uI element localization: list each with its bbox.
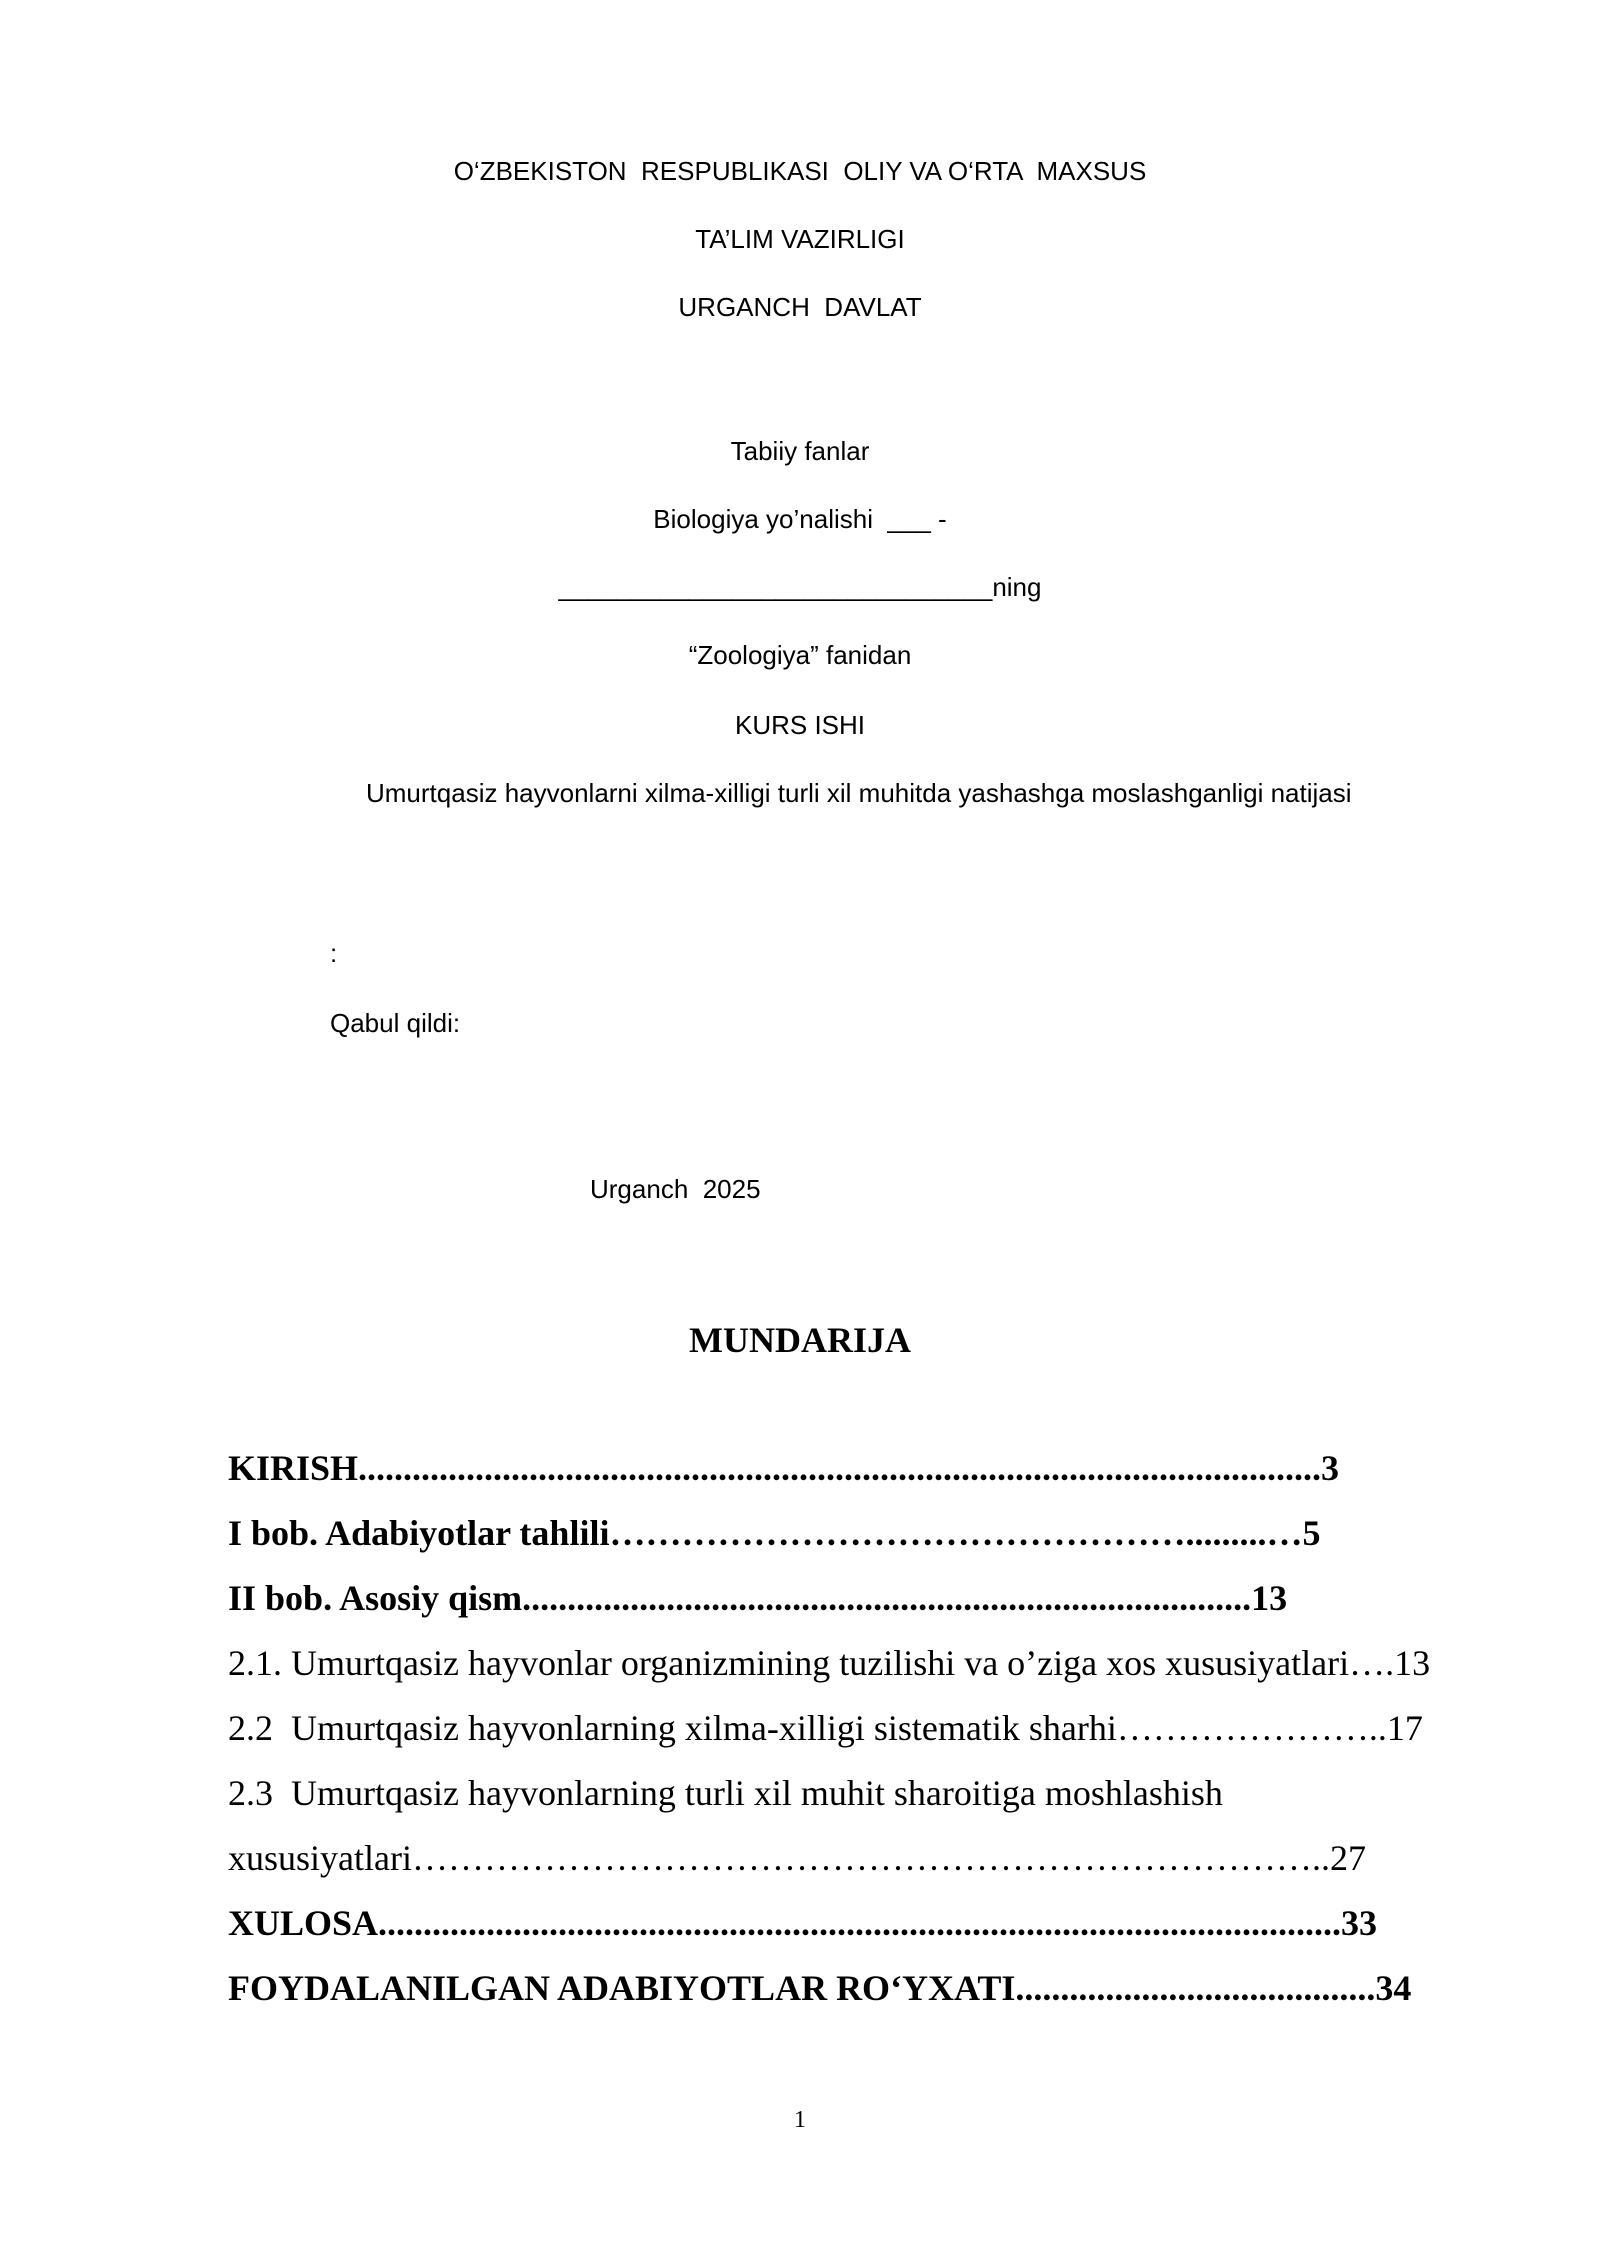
ministry-line-1: O‘ZBEKISTON RESPUBLIKASI OLIY VA O‘RTA MAXSUS bbox=[453, 156, 1147, 186]
colon-mark: : bbox=[330, 938, 338, 968]
toc-item-kirish: KIRISH...........................................................................................................3 bbox=[228, 1448, 1340, 1488]
toc-item-chapter-2: II bob. Asosiy qism.................................................................................13 bbox=[228, 1578, 1288, 1618]
toc-item-2-2: 2.2 Umurtqasiz hayvonlarning xilma-xilligi sistematik sharhi…………………..17 bbox=[228, 1708, 1423, 1748]
accepted-by-label: Qabul qildi: bbox=[330, 1008, 461, 1038]
city-year: Urganch 2025 bbox=[590, 1174, 761, 1204]
toc-heading: MUNDARIJA bbox=[689, 1320, 911, 1360]
work-type: KURS ISHI bbox=[734, 710, 866, 740]
student-name-blank: ______________________________ning bbox=[558, 572, 1042, 602]
course-work-topic: Umurtqasiz hayvonlarni xilma-xilligi turli xil muhitda yashashga moslashganligi natijasi bbox=[366, 778, 1352, 808]
toc-item-2-3: 2.3 Umurtqasiz hayvonlarning turli xil muhit sharoitiga moshlashish bbox=[228, 1773, 1223, 1813]
toc-item-chapter-1: I bob. Adabiyotlar tahlili………………………………………….........…5 bbox=[228, 1513, 1321, 1553]
subject-line: “Zoologiya” fanidan bbox=[688, 640, 912, 670]
ministry-line-2: TA’LIM VAZIRLIGI bbox=[695, 224, 905, 254]
university-name: URGANCH DAVLAT bbox=[678, 292, 922, 322]
toc-item-references: FOYDALANILGAN ADABIYOTLAR RO‘YXATI........................................34 bbox=[228, 1968, 1412, 2008]
faculty-name: Tabiiy fanlar bbox=[730, 436, 870, 466]
toc-item-2-1: 2.1. Umurtqasiz hayvonlar organizmining tuzilishi va o’ziga xos xususiyatlari….13 bbox=[228, 1643, 1431, 1683]
toc-item-xulosa: XULOSA...........................................................................................................33 bbox=[228, 1903, 1378, 1943]
page-number: 1 bbox=[794, 2107, 806, 2133]
direction-line: Biologiya yo’nalishi ___ - bbox=[653, 504, 947, 534]
toc-item-2-3-cont: xususiyatlari…………………………………………………………………..27 bbox=[228, 1838, 1366, 1878]
